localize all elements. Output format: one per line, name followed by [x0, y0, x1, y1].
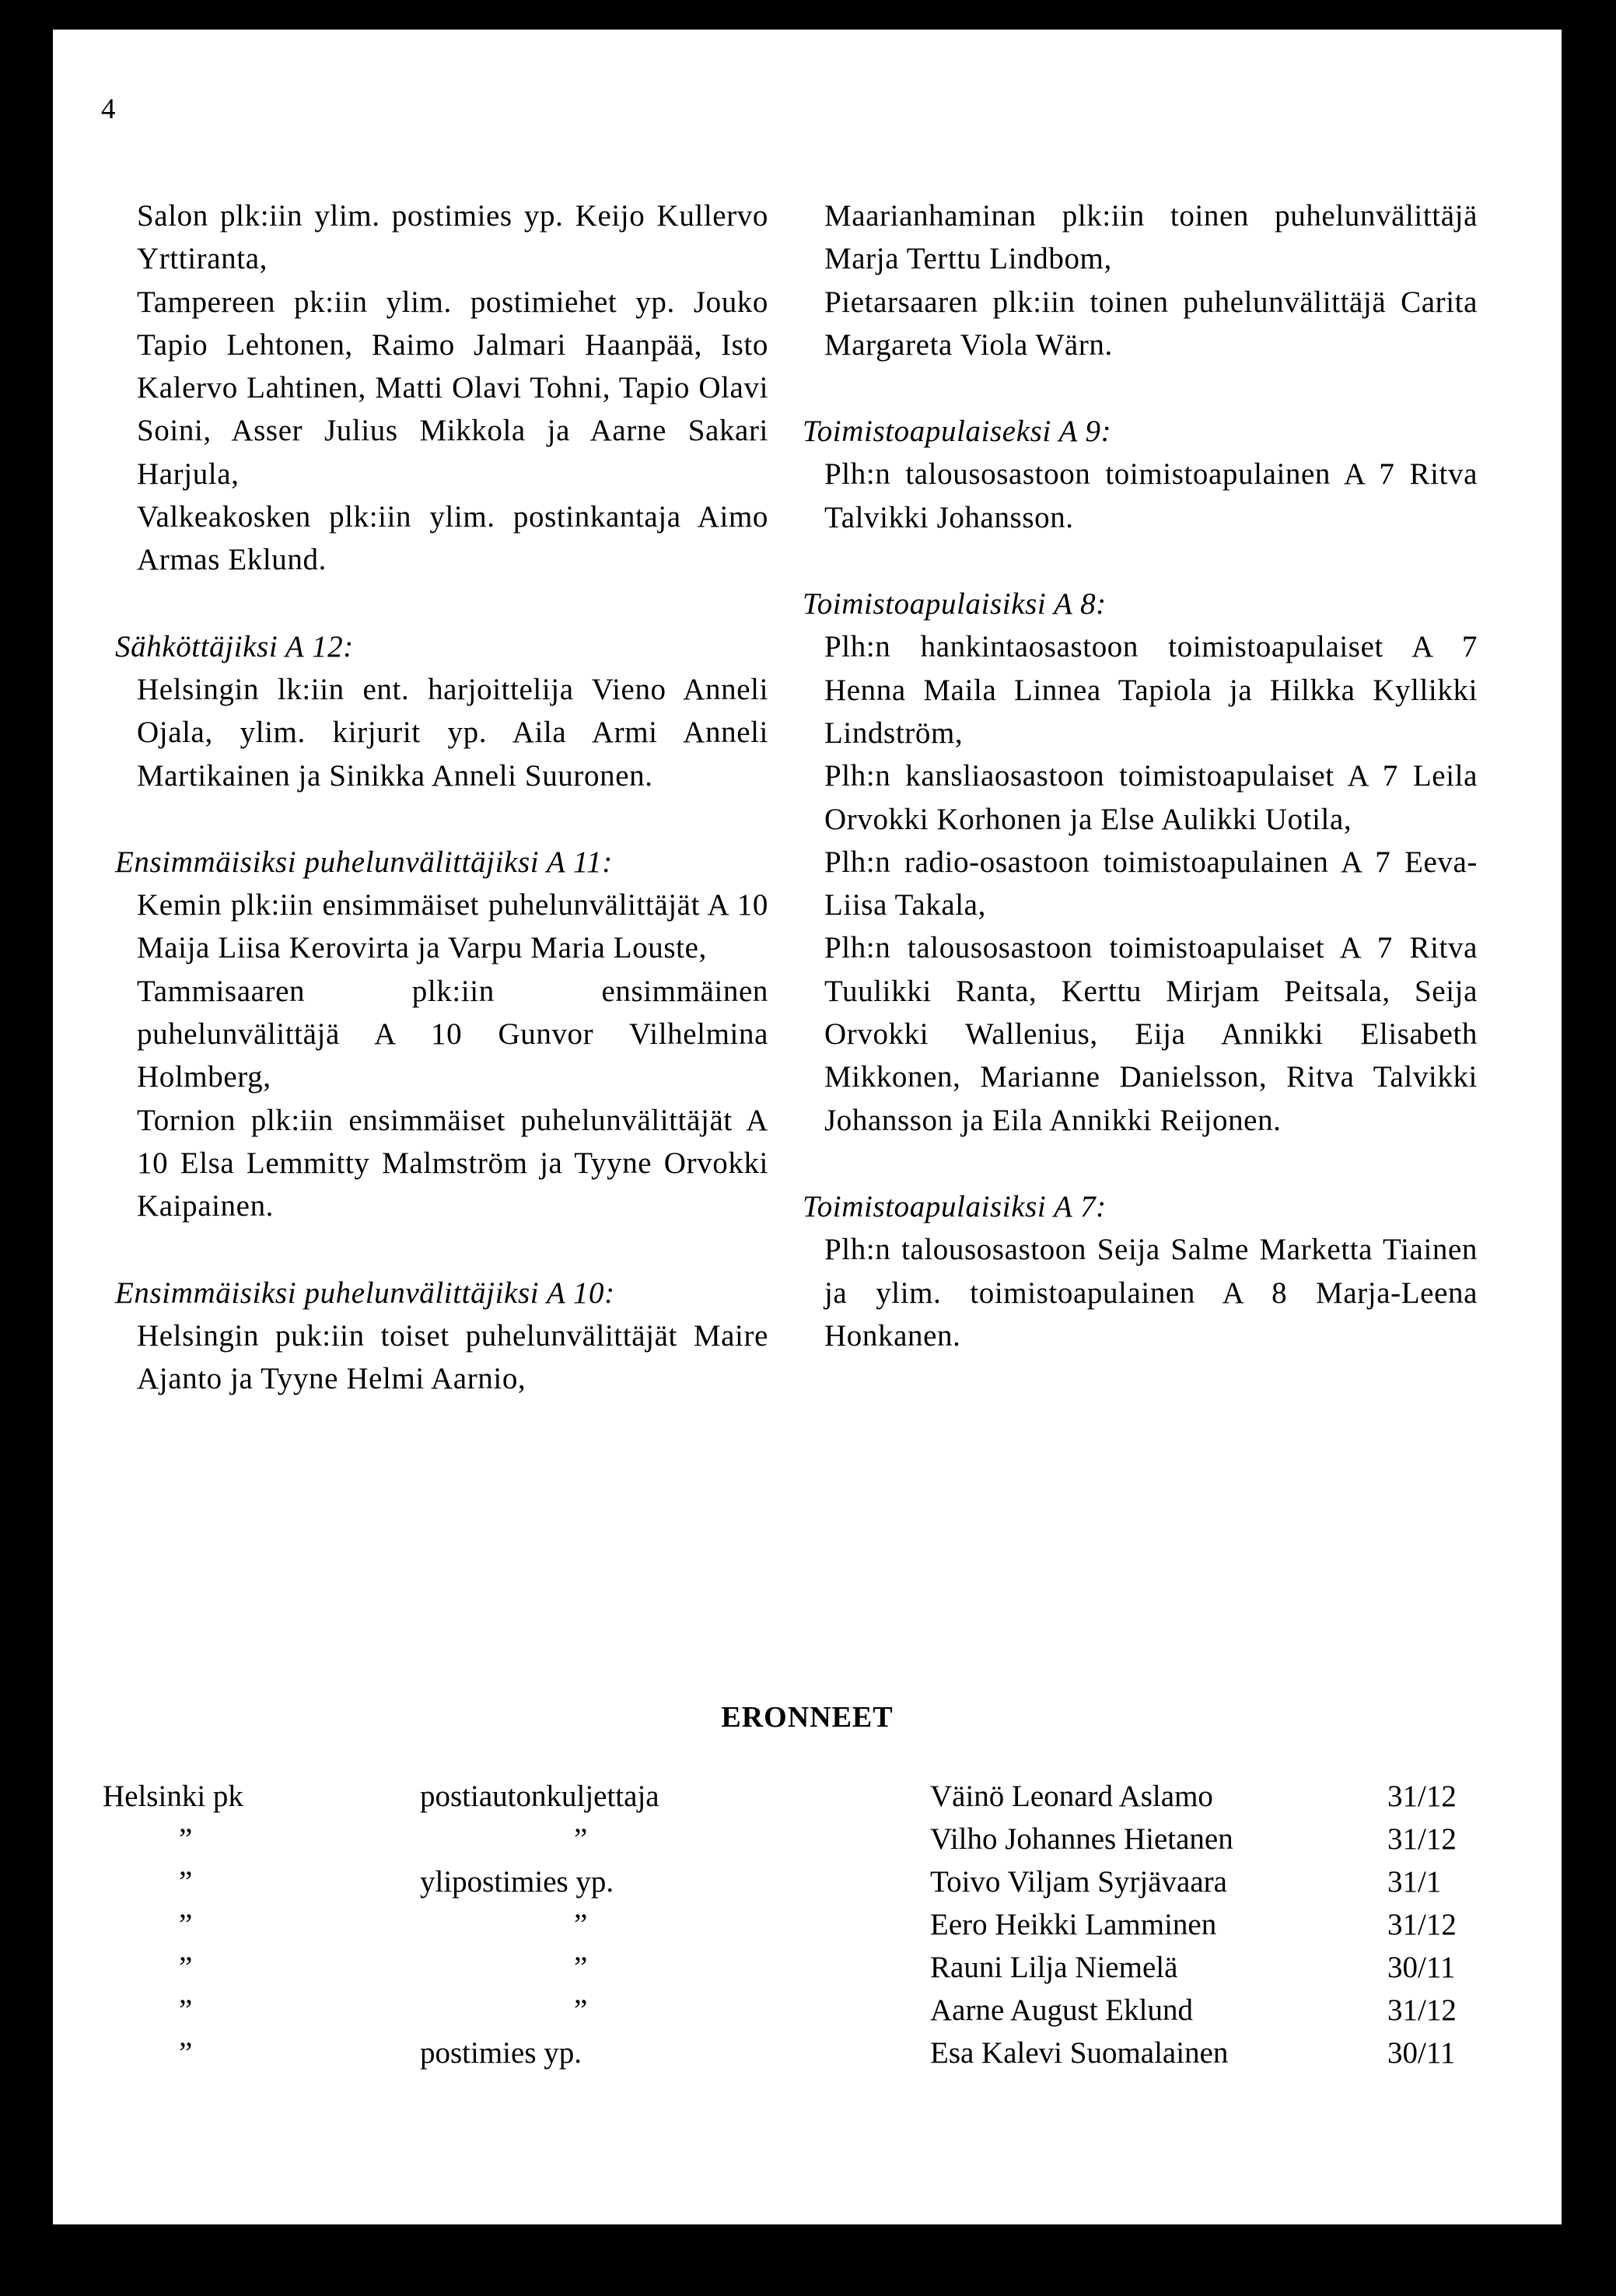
- date-cell: 30/11: [1387, 2036, 1456, 2070]
- entry: Plh:n hankintaosastoon toimistoapulaiset A 7 Henna Maila Linnea Tapiola ja Hilkka Kyllikki Lindström,: [824, 630, 1478, 750]
- eronneet-title: ERONNEET: [721, 1701, 894, 1734]
- entry: Tornion plk:iin ensimmäiset puhelunvälittäjät A 10 Elsa Lemmitty Malmström ja Tyyne Orvokki Kaipainen.: [137, 1103, 768, 1223]
- name-cell: Väinö Leonard Aslamo: [930, 1780, 1213, 1813]
- table-row: [53, 1822, 1562, 1864]
- section-heading: Toimistoapulaisiksi A 8:: [803, 587, 1107, 621]
- office-cell: ”: [179, 1822, 193, 1856]
- section-operators-a11: [115, 841, 768, 1228]
- table-row: [53, 2035, 1562, 2078]
- name-cell: Aarne August Eklund: [930, 1993, 1193, 2027]
- date-cell: 31/12: [1387, 1780, 1457, 1813]
- entry: Pietarsaaren plk:iin toinen puhelunvälittäjä Carita Margareta Viola Wärn.: [824, 285, 1478, 362]
- eronneet-table: [53, 1779, 1562, 2078]
- entry: Helsingin puk:iin toiset puhelunvälittäjät Maire Ajanto ja Tyyne Helmi Aarnio,: [137, 1318, 768, 1396]
- title-cell: ylipostimies yp.: [420, 1865, 614, 1899]
- name-cell: Toivo Viljam Syrjävaara: [930, 1865, 1227, 1899]
- name-cell: Eero Heikki Lamminen: [930, 1908, 1217, 1941]
- page-number: 4: [101, 93, 116, 125]
- section-assistant-a9: [803, 410, 1478, 539]
- section-appointments-postal: [137, 194, 768, 582]
- title-cell: postiautonkuljettaja: [420, 1780, 659, 1813]
- left-column: [115, 194, 768, 1444]
- name-cell: Rauni Lilja Niemelä: [930, 1951, 1178, 1984]
- title-cell: postimies yp.: [420, 2036, 582, 2070]
- section-assistants-a7: [803, 1185, 1478, 1357]
- office-cell: ”: [179, 2036, 193, 2070]
- entry: Valkeakosken plk:iin ylim. postinkantaja Aimo Armas Eklund.: [137, 500, 768, 577]
- section-heading: Ensimmäisiksi puhelunvälittäjiksi A 10:: [115, 1276, 615, 1310]
- title-cell: ”: [574, 1822, 588, 1856]
- title-cell: ”: [574, 1908, 588, 1941]
- entry: Salon plk:iin ylim. postimies yp. Keijo Kullervo Yrttiranta,: [137, 199, 768, 276]
- office-cell: Helsinki pk: [103, 1780, 243, 1813]
- section-heading: Toimistoapulaisiksi A 7:: [803, 1189, 1107, 1223]
- date-cell: 31/1: [1387, 1865, 1442, 1899]
- section-telegraphists: [115, 625, 768, 797]
- name-cell: Esa Kalevi Suomalainen: [930, 2036, 1229, 2070]
- entry: Plh:n talousosastoon Seija Salme Marketta Tiainen ja ylim. toimistoapulainen A 8 Marja-Leena Honkanen.: [824, 1233, 1478, 1353]
- date-cell: 31/12: [1387, 1908, 1457, 1941]
- office-cell: ”: [179, 1951, 193, 1984]
- entry: Plh:n kansliaosastoon toimistoapulaiset A 7 Leila Orvokki Korhonen ja Else Aulikki Uotila,: [824, 759, 1478, 836]
- title-cell: ”: [574, 1993, 588, 2027]
- office-cell: ”: [179, 1908, 193, 1941]
- section-assistants-a8: [803, 583, 1478, 1142]
- office-cell: ”: [179, 1993, 193, 2027]
- entry: Plh:n talousosastoon toimistoapulaiset A 7 Ritva Tuulikki Ranta, Kerttu Mirjam Peitsala, Seija Orvokki Wallenius, Eija Annikki Elisabeth Mikkonen, Marianne Danielsson, Ritva Talvikki Johansson ja Eila Annikki Reijonen.: [824, 931, 1478, 1137]
- section-operators-a10-cont: [824, 194, 1478, 366]
- office-cell: ”: [179, 1865, 193, 1899]
- table-row: [53, 1864, 1562, 1907]
- entry: Maarianhaminan plk:iin toinen puhelunvälittäjä Marja Terttu Lindbom,: [824, 199, 1478, 276]
- entry: Kemin plk:iin ensimmäiset puhelunvälittäjät A 10 Maija Liisa Kerovirta ja Varpu Maria Louste,: [137, 888, 768, 965]
- entry: Tampereen pk:iin ylim. postimiehet yp. Jouko Tapio Lehtonen, Raimo Jalmari Haanpää, Isto Kalervo Lahtinen, Matti Olavi Tohni, Tapio Olavi Soini, Asser Julius Mikkola ja Aarne Sakari Harjula,: [137, 285, 768, 491]
- name-cell: Vilho Johannes Hietanen: [930, 1822, 1233, 1856]
- table-row: [53, 1907, 1562, 1950]
- section-heading: Ensimmäisiksi puhelunvälittäjiksi A 11:: [115, 845, 613, 879]
- right-column: [803, 194, 1478, 1401]
- section-heading: Sähköttäjiksi A 12:: [115, 629, 354, 663]
- table-row: [53, 1993, 1562, 2035]
- section-heading: Toimistoapulaiseksi A 9:: [803, 415, 1112, 449]
- title-cell: ”: [574, 1951, 588, 1984]
- entry: Plh:n talousosastoon toimistoapulainen A 7 Ritva Talvikki Johansson.: [824, 457, 1478, 534]
- table-row: [53, 1779, 1562, 1822]
- entry: Tammisaaren plk:iin ensimmäinen puhelunvälittäjä A 10 Gunvor Vilhelmina Holmberg,: [137, 974, 768, 1094]
- section-operators-a10: [115, 1272, 768, 1401]
- entry: Helsingin lk:iin ent. harjoittelija Vieno Anneli Ojala, ylim. kirjurit yp. Aila Armi Anneli Martikainen ja Sinikka Anneli Suuronen.: [137, 672, 768, 793]
- date-cell: 30/11: [1387, 1951, 1456, 1984]
- table-row: [53, 1950, 1562, 1993]
- document-page: [53, 30, 1562, 2224]
- date-cell: 31/12: [1387, 1822, 1457, 1856]
- date-cell: 31/12: [1387, 1993, 1457, 2027]
- entry: Plh:n radio-osastoon toimistoapulainen A 7 Eeva-Liisa Takala,: [824, 845, 1478, 922]
